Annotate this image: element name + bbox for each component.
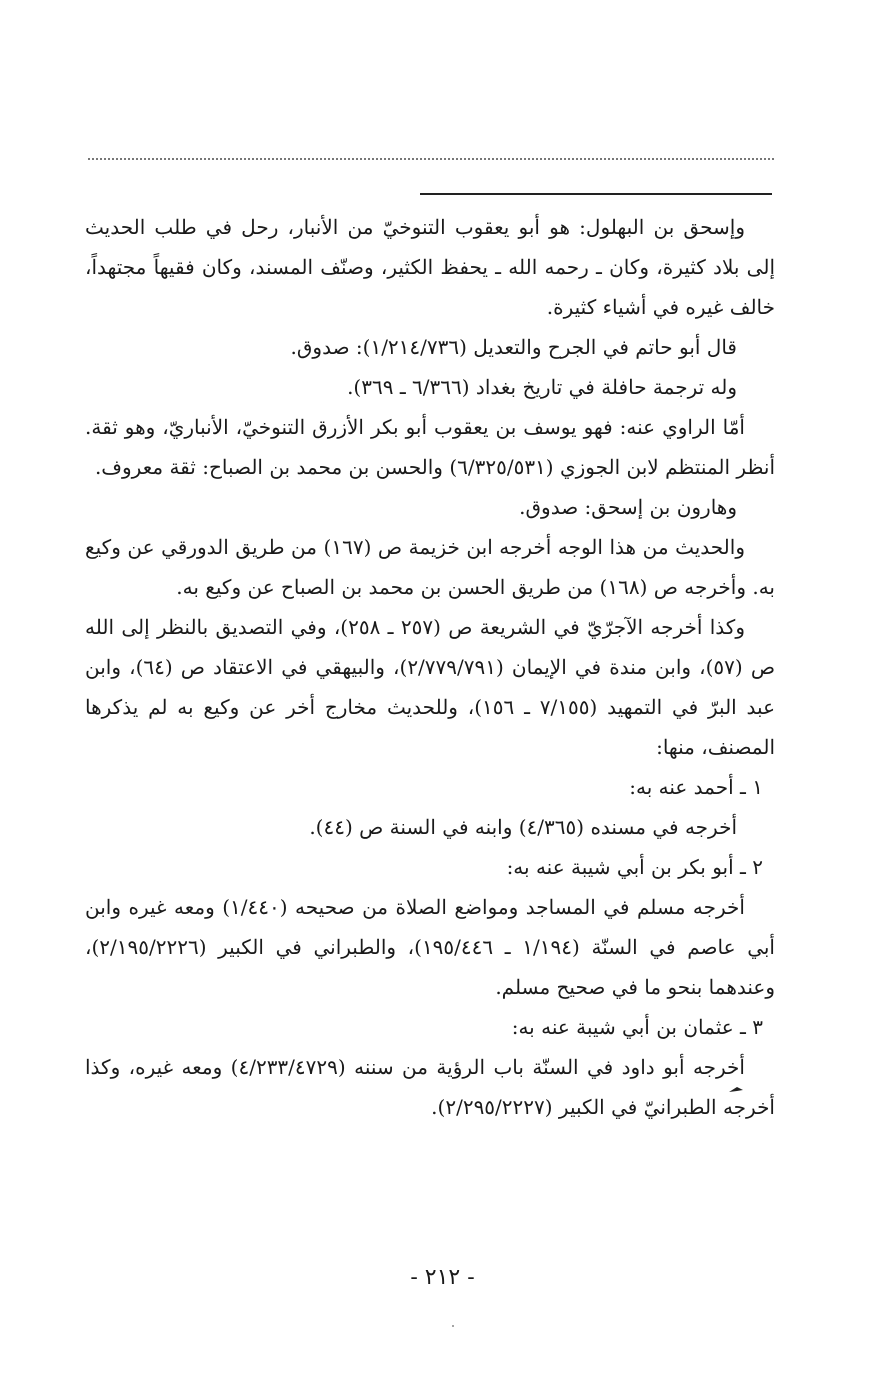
continuation-mark-icon (728, 1085, 744, 1095)
list-item-2-body: أخرجه مسلم في المساجد ومواضع الصلاة من صحيحه (١/٤٤٠) ومعه غيره وابن أبي عاصم في السنّة (١/١٩٤ ـ ١٩٥/٤٤٦)، والطبراني في الكبير (٢/١٩٥/٢٢٢٦)، وعندهما بنحو ما في صحيح مسلم. (85, 895, 775, 999)
scan-speck (452, 1325, 454, 1327)
paragraph-ishaq-bio: وإسحق بن البهلول: هو أبو يعقوب التنوخيّ من الأنبار، رحل في طلب الحديث إلى بلاد كثيرة، وكان ـ رحمه الله ـ يحفظ الكثير، وصنّف المسند، وكان فقيهاً مجتهداً، خالف غيره في أشياء كثيرة. (85, 215, 775, 319)
list-item-3-head: ٣ ـ عثمان بن أبي شيبة عنه به: (511, 1015, 763, 1039)
list-item-1-body: أخرجه في مسنده (٤/٣٦٥) وابنه في السنة ص (٤٤). (309, 815, 737, 839)
list-item-1-head: ١ ـ أحمد عنه به: (629, 775, 763, 799)
paragraph-narrator: أمّا الراوي عنه: فهو يوسف بن يعقوب أبو بكر الأزرق التنوخيّ، الأنباريّ، وهو ثقة. أنظر المنتظم لابن الجوزي (٦/٣٢٥/٥٣١) والحسن بن محمد بن الصباح: ثقة معروف. (85, 415, 775, 479)
page-number: - ٢١٢ - (410, 1265, 475, 1290)
paragraph-harun: وهارون بن إسحق: صدوق. (519, 495, 737, 519)
paragraph-ajurri: وكذا أخرجه الآجرّيّ في الشريعة ص (٢٥٧ ـ ٢٥٨)، وفي التصديق بالنظر إلى الله ص (٥٧)، وابن مندة في الإيمان (٢/٧٧٩/٧٩١)، والبيهقي في الاعتقاد ص (٦٤)، وابن عبد البرّ في التمهيد (٧/١٥٥ ـ ١٥٦)، وللحديث مخارج أخر عن وكيع به لم يذكرها المصنف، منها: (85, 615, 776, 759)
paragraph-ibn-khuzayma: والحديث من هذا الوجه أخرجه ابن خزيمة ص (١٦٧) من طريق الدورقي عن وكيع به. وأخرجه ص (١٦٨) من طريق الحسن بن محمد بن الصباح عن وكيع به. (85, 535, 775, 599)
footnote-separator (420, 193, 772, 195)
commentary-text (85, 207, 775, 1127)
list-item-3-body: أخرجه أبو داود في السنّة باب الرؤية من سننه (٤/٢٣٣/٤٧٢٩) ومعه غيره، وكذا أخرجه الطبرانيّ في الكبير (٢/٢٩٥/٢٢٢٧). (85, 1055, 775, 1119)
list-item-2-head: ٢ ـ أبو بكر بن أبي شيبة عنه به: (506, 855, 763, 879)
paragraph-abu-hatim: قال أبو حاتم في الجرح والتعديل (١/٢١٤/٧٣٦): صدوق. (290, 335, 737, 359)
paragraph-tarikh-baghdad: وله ترجمة حافلة في تاريخ بغداد (٦/٣٦٦ ـ ٣٦٩). (347, 375, 737, 399)
dotted-separator (88, 158, 774, 160)
